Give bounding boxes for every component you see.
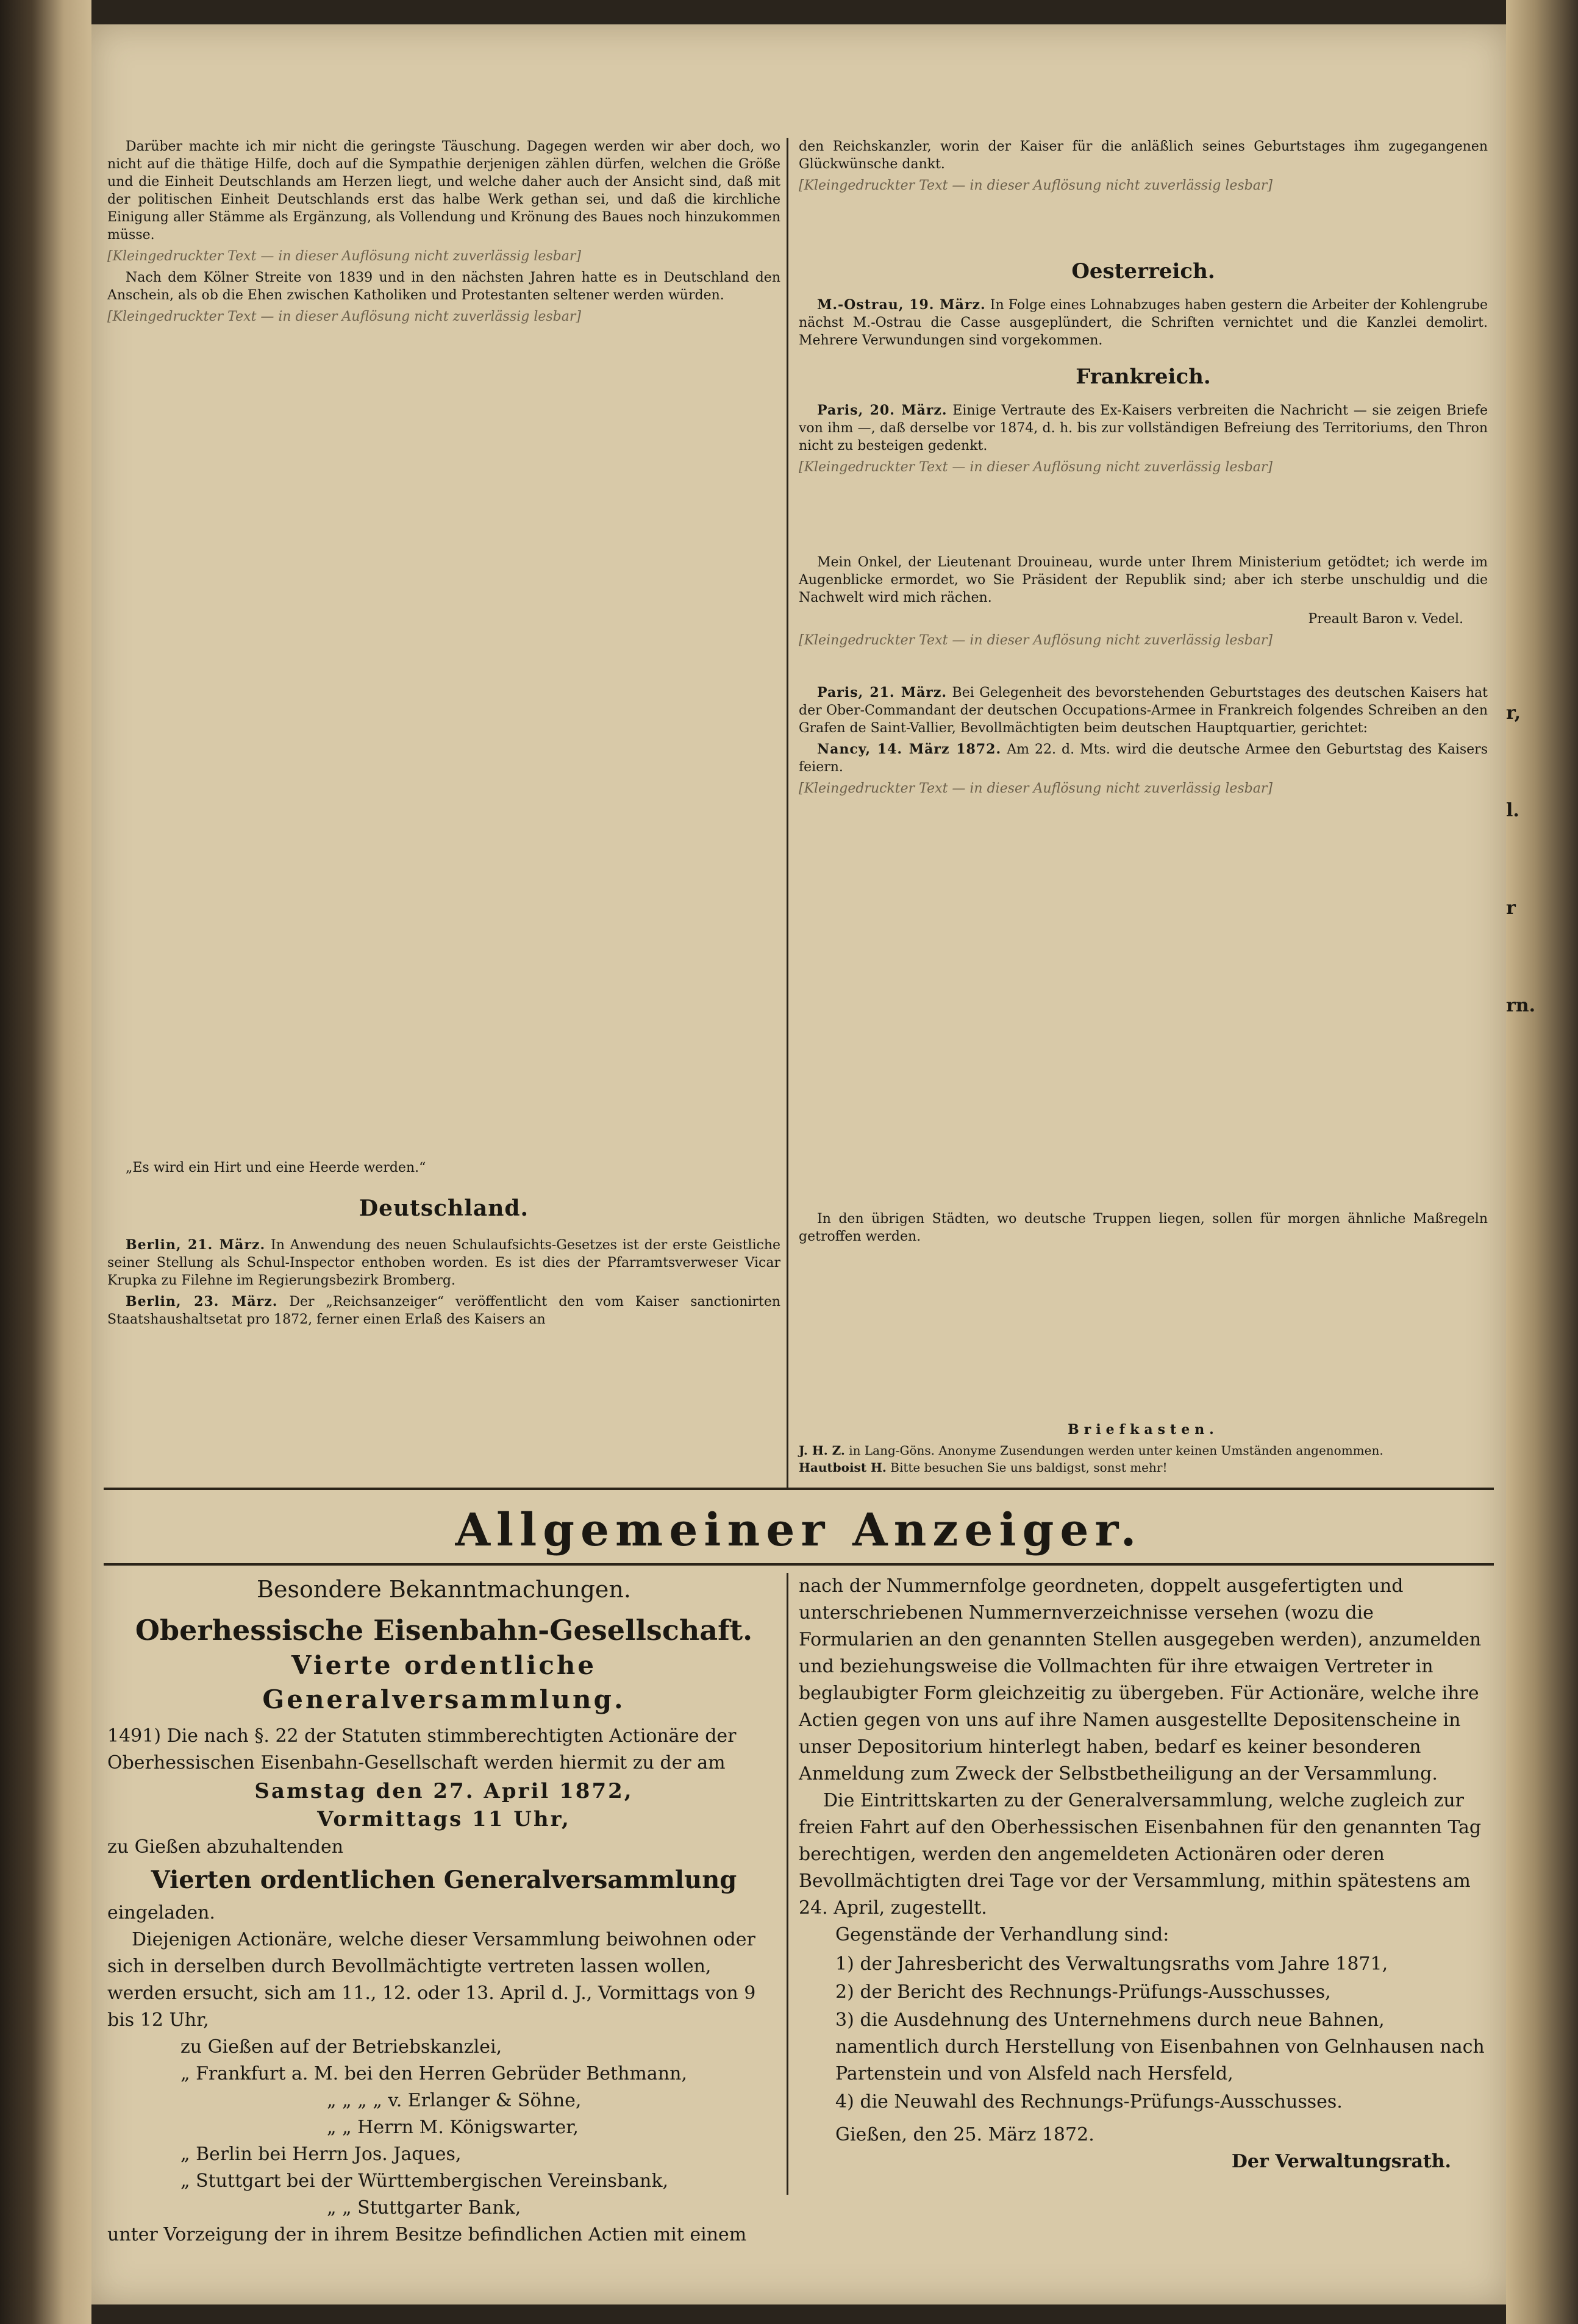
briefkasten-recipient: Hautboist H. <box>799 1460 887 1475</box>
left-adjacent-page-edge <box>0 0 91 2324</box>
briefkasten-entry <box>799 1460 1488 1475</box>
right-adjacent-page-edge <box>1506 0 1578 2324</box>
letter-signature: Preault Baron v. Vedel. <box>1308 611 1463 627</box>
illegible-passage: [Kleingedruckter Text — in dieser Auflösung nicht zuverlässig lesbar] <box>799 460 1273 475</box>
agenda-title: Gegenstände der Verhandlung sind: <box>835 1924 1169 1945</box>
registration-location: „ Stuttgart bei der Württembergischen Vereinsbank, <box>180 2170 669 2192</box>
article-paragraph: Darüber machte ich mir nicht die geringste Täuschung. Dagegen werden wir aber doch, wo nicht auf die thätige Hilfe, doch auf die Sympathie derjenigen zählen dürfen, welchen die Größe und die Einheit Deutschlands am Herzen liegt, und welche daher auch der Ansicht sind, daß mit der politischen Einheit Deutschlands erst das halbe Werk gethan sei, und daß die kirchliche Einigung aller Stämme als Ergänzung, als Vollendung und Krönung des Baues noch hinzukommen müsse. <box>107 139 780 243</box>
meeting-date: Samstag den 27. April 1872, <box>254 1779 634 1803</box>
illegible-passage: [Kleingedruckter Text — in dieser Auflösung nicht zuverlässig lesbar] <box>799 633 1273 648</box>
announcement-lead: 1491) Die nach §. 22 der Statuten stimmberechtigten Actionäre der Oberhessischen Eisenbahn-Gesellschaft werden hiermit zu der am <box>107 1725 737 1773</box>
announcement-left <box>107 1573 780 2248</box>
news-item-nancy <box>799 741 1488 776</box>
right-edge-fragments <box>1506 701 1567 1018</box>
agenda-item: 2) der Bericht des Rechnungs-Prüfungs-Ausschusses, <box>835 1981 1331 2003</box>
registration-location: „ Frankfurt a. M. bei den Herren Gebrüder Bethmann, <box>180 2063 687 2084</box>
registration-location: „ „ Stuttgarter Bank, <box>327 2197 521 2219</box>
meeting-title: Vierte ordentliche Generalversammlung. <box>262 1650 626 1714</box>
briefkasten-recipient: J. H. Z. <box>799 1443 845 1458</box>
news-text: Der „Reichsanzeiger“ veröffentlicht den vom Kaiser sanctionirten Staatshaushaltsetat pro 1872, ferner einen Erlaß des Kaisers an <box>107 1294 781 1327</box>
section-title-oesterreich: Oesterreich. <box>1071 259 1215 283</box>
agenda-item: 1) der Jahresbericht des Verwaltungsraths vom Jahre 1871, <box>835 1953 1388 1975</box>
column-divider <box>787 138 788 1488</box>
registration-location: „ „ „ „ v. Erlanger & Söhne, <box>327 2090 582 2111</box>
anzeiger-masthead: Allgemeiner Anzeiger. <box>455 1504 1143 1556</box>
edge-fragment: rn. <box>1506 995 1536 1016</box>
column-divider <box>787 1573 788 2195</box>
news-closing: In den übrigen Städten, wo deutsche Truppen liegen, sollen für morgen ähnliche Maßregeln getroffen werden. <box>799 1211 1488 1244</box>
meeting-time: Vormittags 11 Uhr, <box>317 1807 571 1831</box>
dateline: M.-Ostrau, 19. März. <box>817 297 986 313</box>
meeting-place: zu Gießen abzuhaltenden <box>107 1836 344 1858</box>
edge-fragment: r <box>1506 897 1516 919</box>
briefkasten-text: in Lang-Göns. Anonyme Zusendungen werden unter keinen Umständen angenommen. <box>849 1443 1383 1458</box>
news-text: Bei Gelegenheit des bevorstehenden Geburtstages des deutschen Kaisers hat der Ober-Commandant der deutschen Occupations-Armee in Frankreich folgendes Schreiben an den Grafen de Saint-Vallier, Bevollmächtigten beim deutschen Hauptquartier, gerichtet: <box>799 685 1488 736</box>
illegible-passage: [Kleingedruckter Text — in dieser Auflösung nicht zuverlässig lesbar] <box>107 249 581 264</box>
news-item-berlin-21 <box>107 1236 780 1289</box>
dateline: Paris, 20. März. <box>817 402 948 418</box>
briefkasten <box>799 1422 1488 1477</box>
letter-closing: „Es wird ein Hirt und eine Heerde werden.“ <box>126 1160 426 1175</box>
announcement-category: Besondere Bekanntmachungen. <box>257 1576 631 1603</box>
illegible-passage: [Kleingedruckter Text — in dieser Auflösung nicht zuverlässig lesbar] <box>799 781 1273 796</box>
news-column-right <box>799 138 1488 1249</box>
news-item-paris-20 <box>799 402 1488 455</box>
dateline: Berlin, 21. März. <box>126 1237 266 1253</box>
news-item-ostrau <box>799 296 1488 349</box>
section-rule <box>104 1563 1494 1566</box>
edge-fragment: r, <box>1506 702 1521 724</box>
news-text: In Anwendung des neuen Schulaufsichts-Gesetzes ist der erste Geistliche seiner Stellung als Schul-Inspector enthoben worden. Es ist dies der Pfarramtsverweser Vicar Krupka zu Filehne im Regierungsbezirk Bromberg. <box>107 1238 781 1288</box>
news-text: In Folge eines Lohnabzuges haben gestern die Arbeiter der Kohlengrube nächst M.-Ostrau die Casse ausgeplündert, die Schriften vernichtet und die Kanzlei demolirt. Mehrere Verwundungen sind vorgekommen. <box>799 298 1488 348</box>
section-title-frankreich: Frankreich. <box>1076 365 1211 389</box>
briefkasten-title: Briefkasten. <box>1068 1422 1219 1438</box>
letter-quote: Mein Onkel, der Lieutenant Drouineau, wurde unter Ihrem Ministerium getödtet; ich werde im Augenblicke ermordet, wo Sie Präsident der Republik sind; aber ich sterbe unschuldig und die Nachwelt wird mich rächen. <box>799 555 1488 605</box>
assembly-name: Vierten ordentlichen Generalversammlung <box>151 1866 737 1894</box>
news-column-left <box>107 138 780 1332</box>
news-text: Einige Vertraute des Ex-Kaisers verbreiten die Nachricht — sie zeigen Briefe von ihm —, daß derselbe vor 1874, d. h. bis zur vollständigen Befreiung des Territoriums, den Thron nicht zu besteigen gedenkt. <box>799 403 1488 454</box>
news-text: Am 22. d. Mts. wird die deutsche Armee den Geburtstag des Kaisers feiern. <box>799 742 1488 775</box>
signature: Der Verwaltungsrath. <box>1231 2151 1451 2172</box>
place-date: Gießen, den 25. März 1872. <box>835 2124 1094 2145</box>
registration-location: „ Berlin bei Herrn Jos. Jaques, <box>180 2144 462 2165</box>
dateline: Berlin, 23. März. <box>126 1294 278 1310</box>
invited-line: eingeladen. <box>107 1902 215 1923</box>
briefkasten-entry <box>799 1442 1488 1458</box>
agenda-item: 4) die Neuwahl des Rechnungs-Prüfungs-Ausschusses. <box>835 2091 1343 2112</box>
dateline: Nancy, 14. März 1872. <box>817 741 1002 757</box>
news-item-berlin-23 <box>107 1293 780 1328</box>
illegible-passage: [Kleingedruckter Text — in dieser Auflösung nicht zuverlässig lesbar] <box>799 178 1273 193</box>
news-item-paris-21 <box>799 684 1488 737</box>
announcement-body: Die Eintrittskarten zu der Generalversammlung, welche zugleich zur freien Fahrt auf den Oberhessischen Eisenbahnen für den genannten Tag berechtigen, werden den angemeldeten Actionären oder deren Bevollmächtigten drei Tage vor der Versammlung, mithin spätestens am 24. April, zugestellt. <box>799 1790 1482 1919</box>
newspaper-page <box>91 24 1506 2304</box>
agenda-list <box>835 1951 1488 2115</box>
company-name: Oberhessische Eisenbahn-Gesellschaft. <box>135 1614 753 1647</box>
edge-fragment: l. <box>1506 800 1519 821</box>
registration-location: „ „ Herrn M. Königswarter, <box>327 2117 579 2138</box>
illegible-passage: [Kleingedruckter Text — in dieser Auflösung nicht zuverlässig lesbar] <box>107 309 581 324</box>
briefkasten-text: Bitte besuchen Sie uns baldigst, sonst mehr! <box>890 1460 1168 1475</box>
article-continuation: den Reichskanzler, worin der Kaiser für die anläßlich seines Geburtstages ihm zugegangenen Glückwünsche dankt. <box>799 139 1488 172</box>
announcement-tail: unter Vorzeigung der in ihrem Besitze befindlichen Actien mit einem <box>107 2224 747 2245</box>
section-title-deutschland: Deutschland. <box>359 1196 529 1221</box>
article-paragraph: Nach dem Kölner Streite von 1839 und in den nächsten Jahren hatte es in Deutschland den Anschein, als ob die Ehen zwischen Katholiken und Protestanten seltener werden würden. <box>107 270 780 303</box>
agenda-item: 3) die Ausdehnung des Unternehmens durch neue Bahnen, namentlich durch Herstellung von Eisenbahnen von Gelnhausen nach Partenstein und von Alsfeld nach Hersfeld, <box>835 2009 1485 2084</box>
announcement-right <box>799 1573 1488 2175</box>
section-rule <box>104 1488 1494 1490</box>
announcement-body: Diejenigen Actionäre, welche dieser Versammlung beiwohnen oder sich in derselben durch Bevollmächtigte vertreten lassen wollen, werden ersucht, sich am 11., 12. oder 13. April d. J., Vormittags von 9 bis 12 Uhr, <box>107 1929 756 2031</box>
dateline: Paris, 21. März. <box>817 685 948 700</box>
registration-location: zu Gießen auf der Betriebskanzlei, <box>180 2036 502 2058</box>
announcement-body: nach der Nummernfolge geordneten, doppelt ausgefertigten und unterschriebenen Nummernverzeichnisse versehen (wozu die Formularien an den genannten Stellen ausgegeben werden), anzumelden und beziehungsweise die Vollmachten für ihre etwaigen Vertreter in beglaubigter Form gleichzeitig zu übergeben. Für Actionäre, welche ihre Actien gegen von uns auf ihre Namen ausgestellte Depositenscheine in unser Depositorium hinterlegt haben, bedarf es keiner besonderen Anmeldung zum Zweck der Selbstbetheiligung an der Versammlung. <box>799 1575 1482 1784</box>
